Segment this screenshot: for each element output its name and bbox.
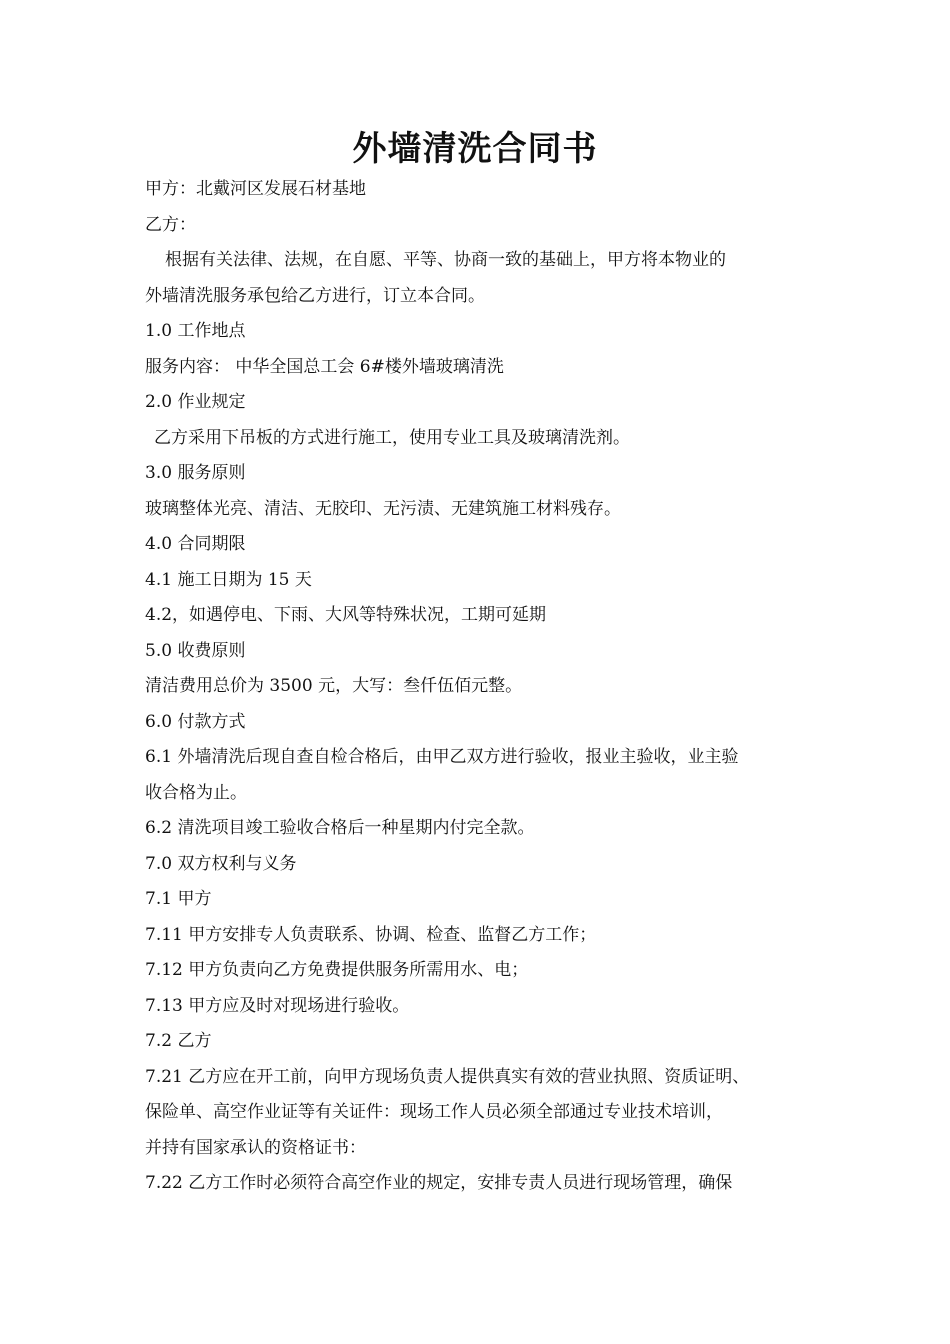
document-body bbox=[145, 172, 835, 1202]
section-heading: 5.0 收费原则 bbox=[145, 640, 246, 661]
paragraph-line: 收合格为止。 bbox=[145, 782, 247, 803]
paragraph-line: 服务内容： 中华全国总工会 6#楼外墙玻璃清洗 bbox=[145, 356, 504, 377]
party-a-line: 甲方：北戴河区发展石材基地 bbox=[145, 179, 366, 199]
document-title: 外墙清洗合同书 bbox=[352, 129, 598, 169]
preamble-line-1: 根据有关法律、法规，在自愿、平等、协商一致的基础上，甲方将本物业的 bbox=[165, 250, 726, 270]
paragraph-line: 保险单、高空作业证等有关证件：现场工作人员必须全部通过专业技术培训， bbox=[145, 1102, 723, 1122]
party-b-line: 乙方： bbox=[145, 214, 196, 235]
section-heading: 7.0 双方权利与义务 bbox=[145, 853, 297, 874]
section-heading: 1.0 工作地点 bbox=[145, 321, 246, 341]
paragraph-line: 7.22 乙方工作时必须符合高空作业的规定，安排专责人员进行现场管理，确保 bbox=[145, 1173, 733, 1193]
paragraph-line: 7.11 甲方安排专人负责联系、协调、检查、监督乙方工作； bbox=[145, 924, 597, 945]
subsection-heading: 7.1 甲方 bbox=[145, 889, 212, 909]
paragraph-line: 并持有国家承认的资格证书： bbox=[145, 1137, 366, 1158]
paragraph-line: 6.1 外墙清洗后现自查自检合格后，由甲乙双方进行验收，报业主验收，业主验 bbox=[145, 747, 739, 767]
section-heading: 4.0 合同期限 bbox=[145, 534, 246, 554]
paragraph-line: 7.21 乙方应在开工前，向甲方现场负责人提供真实有效的营业执照、资质证明、 bbox=[145, 1066, 750, 1087]
paragraph-line: 4.1 施工日期为 15 天 bbox=[145, 569, 312, 590]
paragraph-line: 乙方采用下吊板的方式进行施工，使用专业工具及玻璃清洗剂。 bbox=[154, 427, 630, 448]
paragraph-line: 清洁费用总价为 3500 元，大写：叁仟伍佰元整。 bbox=[145, 676, 523, 696]
preamble-line-2: 外墙清洗服务承包给乙方进行，订立本合同。 bbox=[145, 285, 485, 306]
subsection-heading: 7.2 乙方 bbox=[145, 1031, 212, 1051]
paragraph-line: 玻璃整体光亮、清洁、无胶印、无污渍、无建筑施工材料残存。 bbox=[145, 498, 621, 519]
paragraph-line: 7.13 甲方应及时对现场进行验收。 bbox=[145, 995, 410, 1016]
paragraph-line: 4.2，如遇停电、下雨、大风等特殊状况，工期可延期 bbox=[145, 605, 547, 625]
paragraph-line: 7.12 甲方负责向乙方免费提供服务所需用水、电； bbox=[145, 960, 529, 980]
section-heading: 3.0 服务原则 bbox=[145, 463, 246, 483]
section-heading: 2.0 作业规定 bbox=[145, 392, 246, 412]
section-heading: 6.0 付款方式 bbox=[145, 711, 246, 732]
paragraph-line: 6.2 清洗项目竣工验收合格后一种星期内付完全款。 bbox=[145, 818, 535, 838]
